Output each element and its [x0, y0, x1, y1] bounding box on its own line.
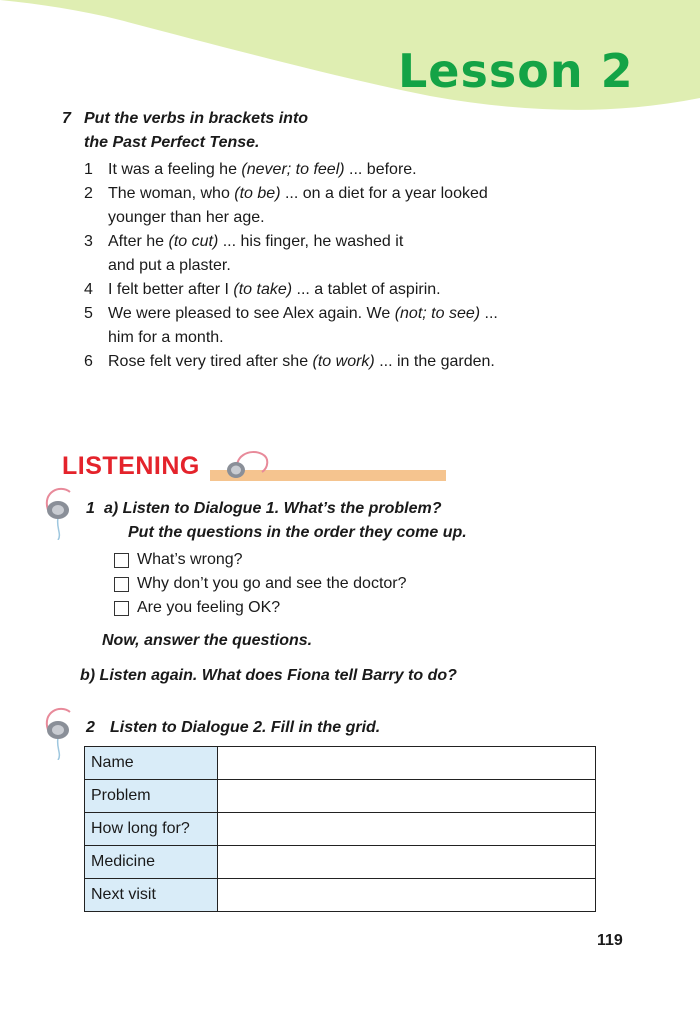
exercise-7-instruction-line-1: Put the verbs in brackets into: [84, 110, 309, 127]
item-text: The woman, who: [108, 185, 235, 202]
grid-row: [85, 780, 596, 813]
grid-label: Name: [85, 747, 218, 780]
item-verb: (to cut): [168, 233, 219, 250]
item-text: ... his finger, he washed it: [218, 233, 404, 250]
item-text: ...: [480, 305, 498, 322]
exercise-7-instruction-line-2-row: [84, 131, 259, 155]
grid-answer-cell[interactable]: [218, 780, 596, 813]
exercise-2-text: Listen to Dialogue 2. Fill in the grid.: [110, 719, 381, 736]
exercise-7-item-6: [84, 350, 604, 374]
question-row: [114, 548, 407, 572]
listening-section-title: LISTENING: [62, 452, 200, 480]
grid-answer-cell[interactable]: [218, 879, 596, 912]
item-verb: (to work): [312, 353, 375, 370]
headphones-icon: [40, 704, 80, 760]
item-number: 4: [84, 281, 93, 298]
exercise-7-item-2: [84, 182, 604, 206]
item-verb: (not; to see): [394, 305, 481, 322]
item-number: 5: [84, 305, 93, 322]
item-text: I felt better after I: [108, 281, 234, 298]
headphones-icon: [40, 484, 80, 540]
grid-answer-cell[interactable]: [218, 747, 596, 780]
grid-label: Medicine: [85, 846, 218, 879]
now-answer-instruction: Now, answer the questions.: [102, 632, 313, 649]
headphones-icon: [222, 446, 272, 486]
item-text: ... on a diet for a year looked: [280, 185, 488, 202]
exercise-7-item-3: [84, 230, 604, 254]
question-checklist: [114, 548, 407, 620]
grid-label: Next visit: [85, 879, 218, 912]
exercise-7-instruction-line-2: the Past Perfect Tense.: [84, 134, 260, 151]
item-text: It was a feeling he: [108, 161, 242, 178]
item-number: 3: [84, 233, 93, 250]
item-text: ... before.: [344, 161, 417, 178]
item-verb: (never; to feel): [241, 161, 345, 178]
exercise-7-item-2-continued: younger than her age.: [108, 209, 265, 226]
item-verb: (to take): [233, 281, 293, 298]
order-checkbox[interactable]: [114, 553, 129, 568]
grid-row: [85, 846, 596, 879]
question-text: What’s wrong?: [137, 551, 243, 568]
exercise-7-item-5: [84, 302, 604, 326]
grid-label: How long for?: [85, 813, 218, 846]
page-number: 119: [597, 932, 623, 949]
grid-row: [85, 879, 596, 912]
exercise-7-list: [84, 158, 604, 374]
item-number: 1: [84, 161, 93, 178]
question-row: [114, 572, 407, 596]
exercise-7-number: 7: [62, 110, 71, 127]
lesson-title: Lesson 2: [398, 44, 634, 98]
exercise-7-item-5-continued: him for a month.: [108, 329, 224, 346]
fill-in-grid: [84, 746, 596, 912]
grid-row: [85, 747, 596, 780]
item-text: We were pleased to see Alex again. We: [108, 305, 395, 322]
item-text: Rose felt very tired after she: [108, 353, 313, 370]
exercise-2-instruction: [86, 716, 380, 740]
question-row: [114, 596, 407, 620]
item-text: ... a tablet of aspirin.: [292, 281, 441, 298]
item-number: 6: [84, 353, 93, 370]
exercise-7-item-1: [84, 158, 604, 182]
exercise-1a-instruction: [86, 497, 442, 521]
grid-answer-cell[interactable]: [218, 813, 596, 846]
exercise-1b-instruction: b) Listen again. What does Fiona tell Barry to do?: [80, 667, 457, 684]
grid-answer-cell[interactable]: [218, 846, 596, 879]
item-text: ... in the garden.: [374, 353, 495, 370]
grid-label: Problem: [85, 780, 218, 813]
question-text: Why don’t you go and see the doctor?: [137, 575, 407, 592]
exercise-7-instruction: [62, 107, 308, 131]
exercise-1-number: 1: [86, 500, 95, 517]
question-text: Are you feeling OK?: [137, 599, 281, 616]
item-verb: (to be): [234, 185, 281, 202]
exercise-1a-line-2: Put the questions in the order they come up.: [128, 524, 467, 541]
exercise-7-item-4: [84, 278, 604, 302]
exercise-7-item-3-continued: and put a plaster.: [108, 257, 231, 274]
item-number: 2: [84, 185, 93, 202]
exercise-1a-line-1: a) Listen to Dialogue 1. What’s the problem?: [104, 500, 442, 517]
order-checkbox[interactable]: [114, 601, 129, 616]
grid-row: [85, 813, 596, 846]
exercise-2-number: 2: [86, 719, 95, 736]
order-checkbox[interactable]: [114, 577, 129, 592]
item-text: After he: [108, 233, 169, 250]
